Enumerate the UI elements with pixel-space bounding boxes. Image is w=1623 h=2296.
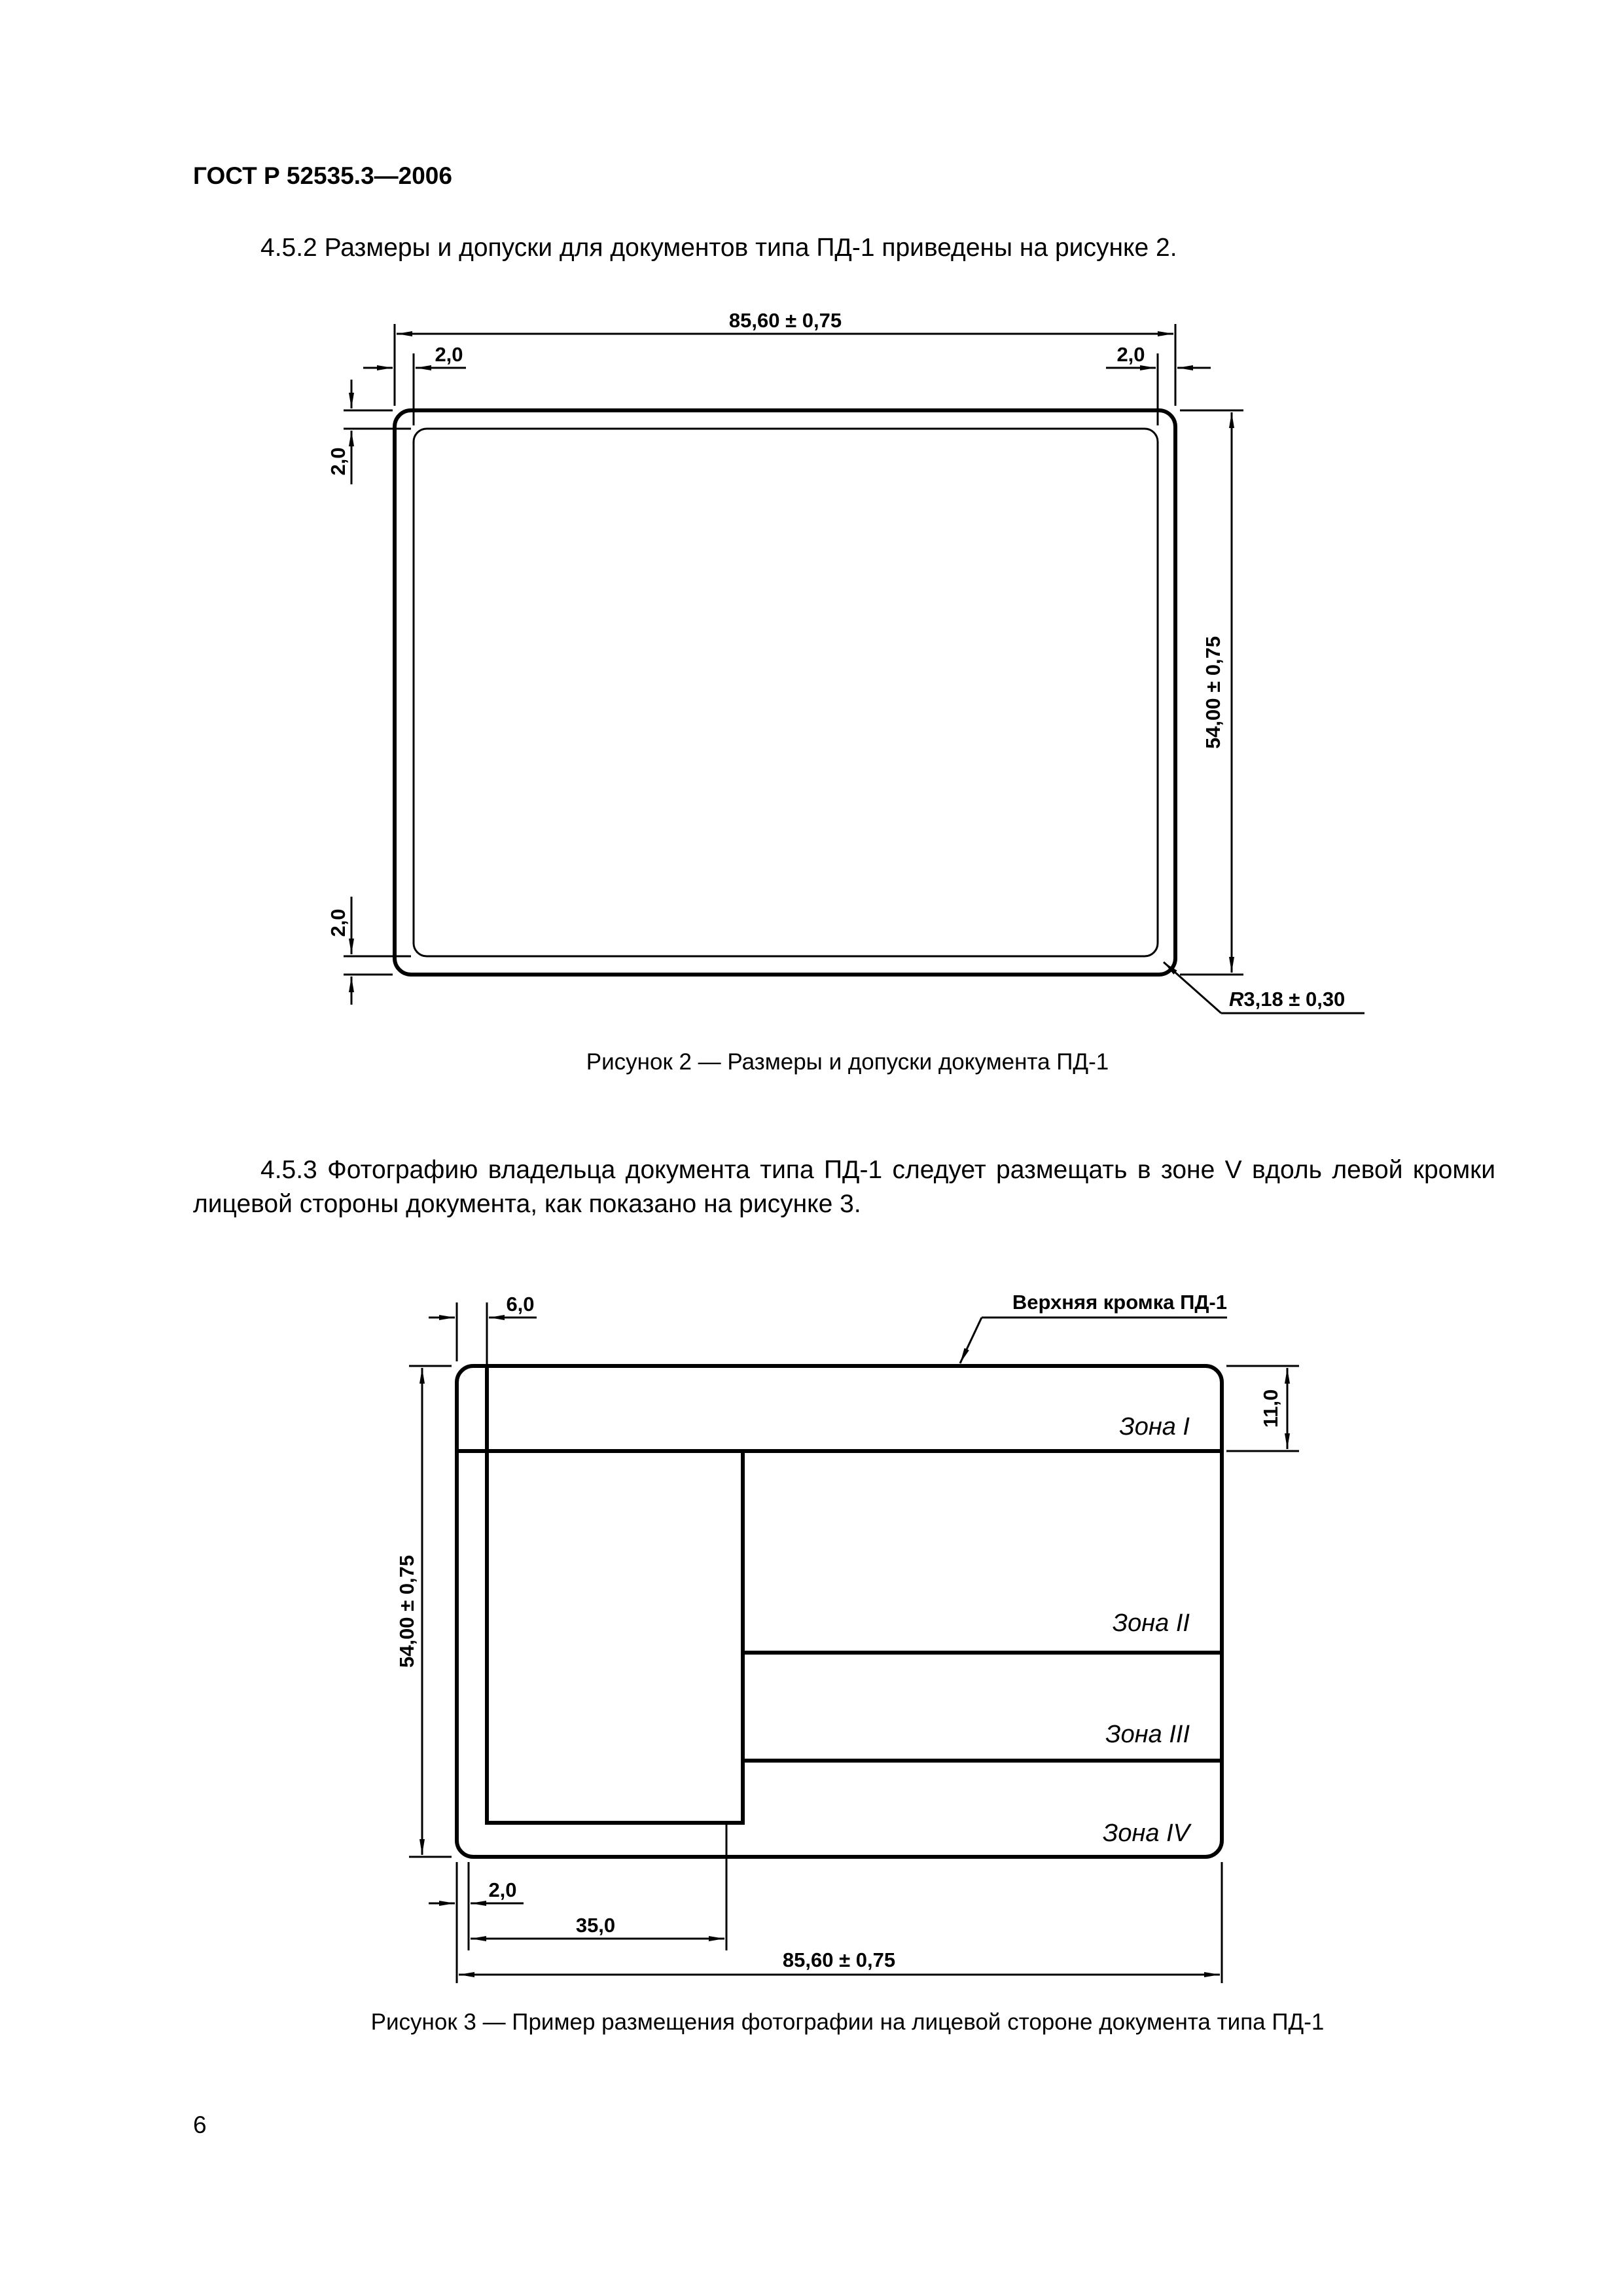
radius-label: R3,18 ± 0,30 xyxy=(1229,988,1346,1011)
height-dimension-label: 54,00 ± 0,75 xyxy=(1202,636,1224,749)
page-number: 6 xyxy=(193,2111,207,2138)
paragraph-4-5-2: 4.5.2 Размеры и допуски для документов типа ПД-1 приведены на рисунке 2. xyxy=(260,234,1177,262)
zone-1-label: Зона I xyxy=(1119,1413,1190,1441)
left-margin-label: 2,0 xyxy=(488,1878,517,1901)
width-dimension-label: 85,60 ± 0,75 xyxy=(728,309,842,332)
standard-header: ГОСТ Р 52535.3—2006 xyxy=(193,162,452,189)
left-margin-label: 2,0 xyxy=(435,343,463,366)
card-outline xyxy=(457,1366,1222,1857)
top-edge-label: Верхняя кромка ПД-1 xyxy=(1012,1291,1227,1314)
zone-3-label: Зона III xyxy=(1105,1721,1190,1748)
height-dimension-label: 54,00 ± 0,75 xyxy=(395,1554,418,1668)
offset-dimension-label: 6,0 xyxy=(506,1293,535,1316)
top-margin-label: 2,0 xyxy=(327,447,349,476)
zone-1-height-label: 11,0 xyxy=(1259,1389,1282,1428)
figure-3-caption: Рисунок 3 — Пример размещения фотографии на лицевой стороне документа типа ПД-1 xyxy=(370,2009,1325,2035)
zone-2-label: Зона II xyxy=(1112,1609,1190,1637)
paragraph-4-5-3: 4.5.3 Фотографию владельца документа типа ПД-1 следует размещать в зоне V вдоль левой кромки лицевой стороны документа, как показано на рисунке 3. xyxy=(193,1156,1495,1218)
right-margin-label: 2,0 xyxy=(1116,343,1145,366)
zone-4-label: Зона IV xyxy=(1103,1820,1190,1847)
figure-2-caption: Рисунок 2 — Размеры и допуски документа ПД-1 xyxy=(586,1049,1109,1075)
bottom-margin-label: 2,0 xyxy=(327,908,349,937)
photo-width-label: 35,0 xyxy=(575,1914,616,1937)
width-dimension-label: 85,60 ± 0,75 xyxy=(782,1948,896,1971)
